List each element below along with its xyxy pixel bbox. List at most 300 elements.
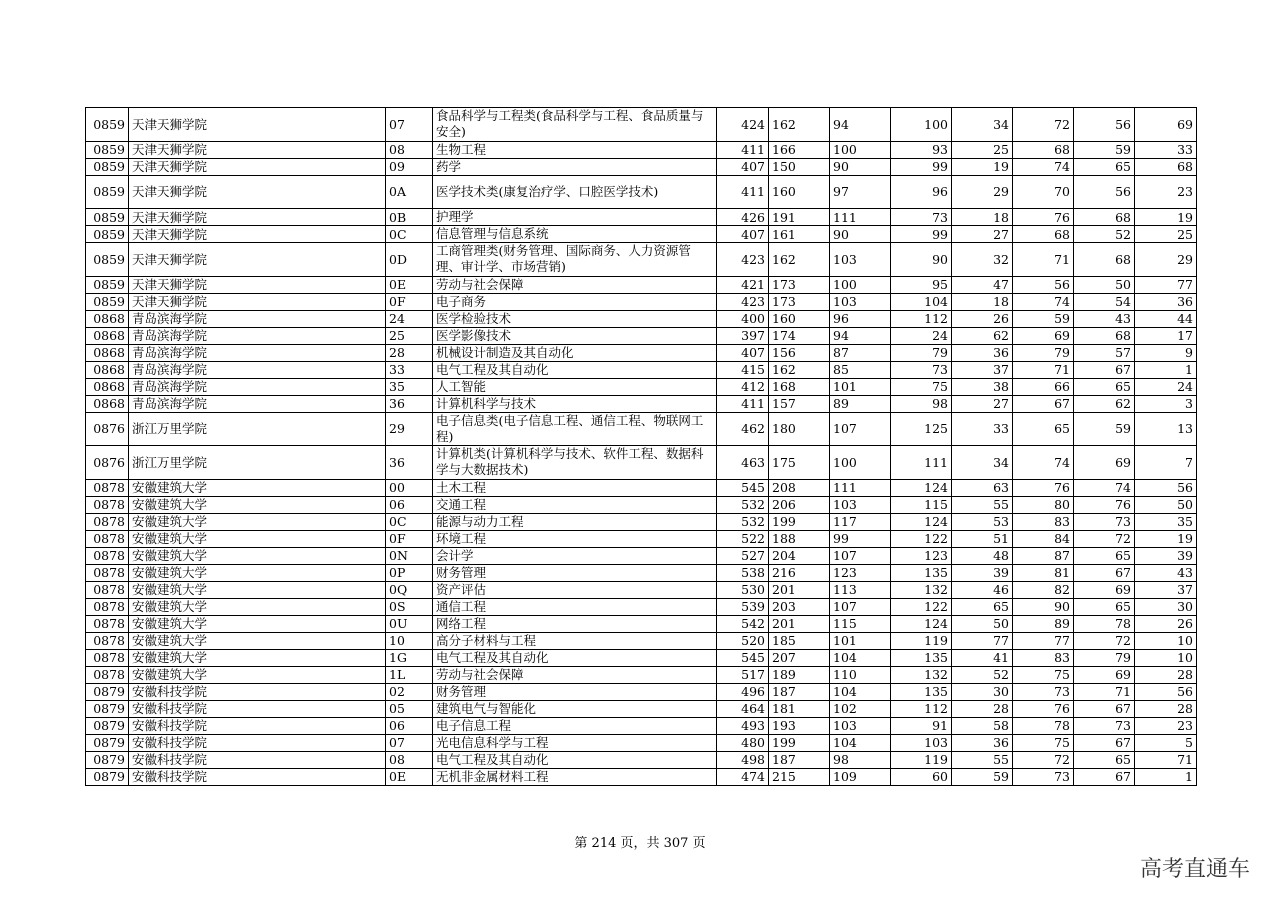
table-row <box>86 717 1197 734</box>
score-e-cell: 90 <box>1013 598 1074 615</box>
score-c-cell: 96 <box>891 175 952 209</box>
score-e-cell: 87 <box>1013 547 1074 564</box>
score-b-cell: 101 <box>830 378 891 395</box>
score-b-cell: 107 <box>830 547 891 564</box>
score-b-cell: 107 <box>830 598 891 615</box>
score-e-cell: 74 <box>1013 446 1074 480</box>
school-name-cell: 安徽建筑大学 <box>129 496 386 513</box>
score-c-cell: 90 <box>891 243 952 277</box>
major-code-cell: 0Q <box>386 581 433 598</box>
score-b-cell: 89 <box>830 395 891 412</box>
school-code-cell: 0868 <box>86 327 129 344</box>
table-row <box>86 751 1197 768</box>
score-b-cell: 103 <box>830 496 891 513</box>
score-total-cell: 397 <box>717 327 769 344</box>
score-c-cell: 111 <box>891 446 952 480</box>
school-name-cell: 天津天狮学院 <box>129 293 386 310</box>
score-total-cell: 539 <box>717 598 769 615</box>
score-g-cell: 37 <box>1135 581 1197 598</box>
score-b-cell: 94 <box>830 327 891 344</box>
score-e-cell: 72 <box>1013 751 1074 768</box>
major-name-cell: 生物工程 <box>433 141 717 158</box>
school-name-cell: 青岛滨海学院 <box>129 361 386 378</box>
major-name-cell: 工商管理类(财务管理、国际商务、人力资源管理、审计学、市场营销) <box>433 243 717 277</box>
major-code-cell: 0P <box>386 564 433 581</box>
school-name-cell: 天津天狮学院 <box>129 141 386 158</box>
major-code-cell: 35 <box>386 378 433 395</box>
score-c-cell: 125 <box>891 412 952 446</box>
school-name-cell: 安徽科技学院 <box>129 717 386 734</box>
score-b-cell: 123 <box>830 564 891 581</box>
score-a-cell: 201 <box>769 615 830 632</box>
school-code-cell: 0868 <box>86 395 129 412</box>
score-a-cell: 187 <box>769 751 830 768</box>
table-row <box>86 496 1197 513</box>
score-b-cell: 104 <box>830 649 891 666</box>
score-b-cell: 87 <box>830 344 891 361</box>
score-f-cell: 68 <box>1074 327 1135 344</box>
score-d-cell: 27 <box>952 395 1013 412</box>
score-f-cell: 56 <box>1074 108 1135 142</box>
school-code-cell: 0859 <box>86 158 129 175</box>
score-e-cell: 73 <box>1013 683 1074 700</box>
major-code-cell: 07 <box>386 108 433 142</box>
score-e-cell: 76 <box>1013 209 1074 226</box>
table-row <box>86 768 1197 785</box>
score-g-cell: 50 <box>1135 496 1197 513</box>
score-f-cell: 62 <box>1074 395 1135 412</box>
score-a-cell: 189 <box>769 666 830 683</box>
score-total-cell: 498 <box>717 751 769 768</box>
score-g-cell: 25 <box>1135 226 1197 243</box>
score-e-cell: 75 <box>1013 666 1074 683</box>
school-code-cell: 0879 <box>86 717 129 734</box>
score-a-cell: 162 <box>769 243 830 277</box>
score-d-cell: 58 <box>952 717 1013 734</box>
school-name-cell: 安徽建筑大学 <box>129 615 386 632</box>
school-name-cell: 安徽建筑大学 <box>129 598 386 615</box>
score-d-cell: 55 <box>952 751 1013 768</box>
major-code-cell: 0C <box>386 226 433 243</box>
school-name-cell: 安徽建筑大学 <box>129 530 386 547</box>
score-c-cell: 124 <box>891 479 952 496</box>
score-e-cell: 73 <box>1013 768 1074 785</box>
school-code-cell: 0878 <box>86 496 129 513</box>
score-f-cell: 67 <box>1074 734 1135 751</box>
school-code-cell: 0859 <box>86 108 129 142</box>
school-name-cell: 安徽建筑大学 <box>129 649 386 666</box>
score-b-cell: 103 <box>830 717 891 734</box>
school-name-cell: 青岛滨海学院 <box>129 344 386 361</box>
score-f-cell: 65 <box>1074 547 1135 564</box>
major-code-cell: 0F <box>386 293 433 310</box>
score-g-cell: 28 <box>1135 666 1197 683</box>
major-name-cell: 劳动与社会保障 <box>433 666 717 683</box>
score-total-cell: 407 <box>717 158 769 175</box>
major-name-cell: 财务管理 <box>433 564 717 581</box>
school-name-cell: 青岛滨海学院 <box>129 395 386 412</box>
major-name-cell: 无机非金属材料工程 <box>433 768 717 785</box>
school-code-cell: 0859 <box>86 209 129 226</box>
score-a-cell: 160 <box>769 310 830 327</box>
score-d-cell: 77 <box>952 632 1013 649</box>
score-a-cell: 150 <box>769 158 830 175</box>
score-f-cell: 73 <box>1074 513 1135 530</box>
score-e-cell: 72 <box>1013 108 1074 142</box>
score-a-cell: 204 <box>769 547 830 564</box>
score-c-cell: 135 <box>891 564 952 581</box>
score-a-cell: 199 <box>769 513 830 530</box>
major-name-cell: 网络工程 <box>433 615 717 632</box>
score-e-cell: 75 <box>1013 734 1074 751</box>
table-row <box>86 395 1197 412</box>
score-a-cell: 191 <box>769 209 830 226</box>
score-d-cell: 27 <box>952 226 1013 243</box>
major-code-cell: 0U <box>386 615 433 632</box>
score-a-cell: 180 <box>769 412 830 446</box>
major-name-cell: 电子信息类(电子信息工程、通信工程、物联网工程) <box>433 412 717 446</box>
school-name-cell: 浙江万里学院 <box>129 412 386 446</box>
score-f-cell: 65 <box>1074 378 1135 395</box>
score-b-cell: 102 <box>830 700 891 717</box>
score-a-cell: 185 <box>769 632 830 649</box>
score-e-cell: 74 <box>1013 293 1074 310</box>
score-e-cell: 79 <box>1013 344 1074 361</box>
score-b-cell: 85 <box>830 361 891 378</box>
table-row <box>86 615 1197 632</box>
score-a-cell: 208 <box>769 479 830 496</box>
score-g-cell: 29 <box>1135 243 1197 277</box>
score-c-cell: 124 <box>891 513 952 530</box>
score-e-cell: 82 <box>1013 581 1074 598</box>
score-f-cell: 68 <box>1074 209 1135 226</box>
score-c-cell: 135 <box>891 649 952 666</box>
score-a-cell: 173 <box>769 276 830 293</box>
table-row <box>86 513 1197 530</box>
school-code-cell: 0879 <box>86 768 129 785</box>
score-f-cell: 57 <box>1074 344 1135 361</box>
score-total-cell: 474 <box>717 768 769 785</box>
score-a-cell: 174 <box>769 327 830 344</box>
major-code-cell: 28 <box>386 344 433 361</box>
score-b-cell: 101 <box>830 632 891 649</box>
major-code-cell: 36 <box>386 446 433 480</box>
score-b-cell: 98 <box>830 751 891 768</box>
school-code-cell: 0878 <box>86 479 129 496</box>
score-c-cell: 75 <box>891 378 952 395</box>
score-e-cell: 71 <box>1013 361 1074 378</box>
major-name-cell: 财务管理 <box>433 683 717 700</box>
score-f-cell: 67 <box>1074 564 1135 581</box>
score-d-cell: 38 <box>952 378 1013 395</box>
school-name-cell: 天津天狮学院 <box>129 243 386 277</box>
score-d-cell: 47 <box>952 276 1013 293</box>
score-d-cell: 46 <box>952 581 1013 598</box>
school-code-cell: 0878 <box>86 598 129 615</box>
score-a-cell: 181 <box>769 700 830 717</box>
score-total-cell: 411 <box>717 395 769 412</box>
score-c-cell: 73 <box>891 361 952 378</box>
score-f-cell: 72 <box>1074 530 1135 547</box>
score-b-cell: 96 <box>830 310 891 327</box>
score-d-cell: 50 <box>952 615 1013 632</box>
score-a-cell: 207 <box>769 649 830 666</box>
table-row <box>86 598 1197 615</box>
major-name-cell: 计算机科学与技术 <box>433 395 717 412</box>
score-c-cell: 122 <box>891 598 952 615</box>
score-b-cell: 113 <box>830 581 891 598</box>
major-name-cell: 交通工程 <box>433 496 717 513</box>
major-code-cell: 36 <box>386 395 433 412</box>
table-row <box>86 175 1197 209</box>
major-code-cell: 02 <box>386 683 433 700</box>
school-code-cell: 0878 <box>86 615 129 632</box>
table-row <box>86 327 1197 344</box>
score-total-cell: 415 <box>717 361 769 378</box>
score-f-cell: 79 <box>1074 649 1135 666</box>
score-e-cell: 80 <box>1013 496 1074 513</box>
score-a-cell: 166 <box>769 141 830 158</box>
score-b-cell: 115 <box>830 615 891 632</box>
school-name-cell: 安徽建筑大学 <box>129 547 386 564</box>
score-a-cell: 162 <box>769 108 830 142</box>
score-total-cell: 532 <box>717 513 769 530</box>
school-code-cell: 0878 <box>86 513 129 530</box>
major-name-cell: 土木工程 <box>433 479 717 496</box>
score-a-cell: 173 <box>769 293 830 310</box>
score-f-cell: 69 <box>1074 446 1135 480</box>
school-name-cell: 青岛滨海学院 <box>129 327 386 344</box>
school-name-cell: 天津天狮学院 <box>129 276 386 293</box>
score-e-cell: 77 <box>1013 632 1074 649</box>
admission-score-table <box>85 107 1197 786</box>
table-row <box>86 412 1197 446</box>
major-code-cell: 09 <box>386 158 433 175</box>
school-name-cell: 天津天狮学院 <box>129 175 386 209</box>
score-total-cell: 517 <box>717 666 769 683</box>
score-f-cell: 59 <box>1074 141 1135 158</box>
major-name-cell: 人工智能 <box>433 378 717 395</box>
score-d-cell: 30 <box>952 683 1013 700</box>
score-g-cell: 3 <box>1135 395 1197 412</box>
major-code-cell: 07 <box>386 734 433 751</box>
table-row <box>86 243 1197 277</box>
score-d-cell: 34 <box>952 108 1013 142</box>
major-code-cell: 0D <box>386 243 433 277</box>
score-f-cell: 67 <box>1074 700 1135 717</box>
score-total-cell: 522 <box>717 530 769 547</box>
score-e-cell: 68 <box>1013 226 1074 243</box>
score-g-cell: 10 <box>1135 632 1197 649</box>
table-row <box>86 378 1197 395</box>
score-g-cell: 56 <box>1135 683 1197 700</box>
score-f-cell: 68 <box>1074 243 1135 277</box>
score-b-cell: 111 <box>830 479 891 496</box>
score-a-cell: 215 <box>769 768 830 785</box>
score-e-cell: 83 <box>1013 649 1074 666</box>
score-total-cell: 538 <box>717 564 769 581</box>
score-d-cell: 41 <box>952 649 1013 666</box>
score-f-cell: 73 <box>1074 717 1135 734</box>
score-a-cell: 188 <box>769 530 830 547</box>
major-code-cell: 00 <box>386 479 433 496</box>
score-f-cell: 65 <box>1074 158 1135 175</box>
school-name-cell: 安徽科技学院 <box>129 734 386 751</box>
score-b-cell: 104 <box>830 734 891 751</box>
school-code-cell: 0868 <box>86 378 129 395</box>
score-b-cell: 117 <box>830 513 891 530</box>
score-f-cell: 50 <box>1074 276 1135 293</box>
major-name-cell: 食品科学与工程类(食品科学与工程、食品质量与安全) <box>433 108 717 142</box>
score-f-cell: 69 <box>1074 581 1135 598</box>
major-name-cell: 会计学 <box>433 547 717 564</box>
score-b-cell: 104 <box>830 683 891 700</box>
school-code-cell: 0879 <box>86 683 129 700</box>
score-f-cell: 67 <box>1074 361 1135 378</box>
score-g-cell: 56 <box>1135 479 1197 496</box>
school-code-cell: 0878 <box>86 632 129 649</box>
major-code-cell: 29 <box>386 412 433 446</box>
score-d-cell: 36 <box>952 734 1013 751</box>
score-e-cell: 68 <box>1013 141 1074 158</box>
score-d-cell: 51 <box>952 530 1013 547</box>
score-b-cell: 100 <box>830 276 891 293</box>
score-e-cell: 84 <box>1013 530 1074 547</box>
score-b-cell: 103 <box>830 243 891 277</box>
major-name-cell: 环境工程 <box>433 530 717 547</box>
score-total-cell: 424 <box>717 108 769 142</box>
school-name-cell: 安徽科技学院 <box>129 683 386 700</box>
major-name-cell: 电气工程及其自动化 <box>433 649 717 666</box>
school-code-cell: 0878 <box>86 530 129 547</box>
school-name-cell: 安徽建筑大学 <box>129 581 386 598</box>
school-code-cell: 0878 <box>86 581 129 598</box>
score-c-cell: 132 <box>891 581 952 598</box>
table-row <box>86 276 1197 293</box>
major-code-cell: 24 <box>386 310 433 327</box>
score-total-cell: 421 <box>717 276 769 293</box>
score-g-cell: 26 <box>1135 615 1197 632</box>
school-name-cell: 安徽科技学院 <box>129 768 386 785</box>
school-name-cell: 安徽建筑大学 <box>129 479 386 496</box>
score-total-cell: 464 <box>717 700 769 717</box>
score-c-cell: 135 <box>891 683 952 700</box>
score-g-cell: 69 <box>1135 108 1197 142</box>
score-c-cell: 98 <box>891 395 952 412</box>
score-f-cell: 67 <box>1074 768 1135 785</box>
score-e-cell: 59 <box>1013 310 1074 327</box>
school-name-cell: 安徽科技学院 <box>129 700 386 717</box>
table-row <box>86 700 1197 717</box>
major-code-cell: 08 <box>386 751 433 768</box>
score-g-cell: 10 <box>1135 649 1197 666</box>
score-a-cell: 162 <box>769 361 830 378</box>
score-c-cell: 73 <box>891 209 952 226</box>
major-code-cell: 1L <box>386 666 433 683</box>
school-code-cell: 0876 <box>86 446 129 480</box>
score-total-cell: 423 <box>717 243 769 277</box>
score-g-cell: 39 <box>1135 547 1197 564</box>
school-name-cell: 安徽建筑大学 <box>129 666 386 683</box>
major-name-cell: 信息管理与信息系统 <box>433 226 717 243</box>
score-b-cell: 111 <box>830 209 891 226</box>
major-name-cell: 电气工程及其自动化 <box>433 361 717 378</box>
major-name-cell: 光电信息科学与工程 <box>433 734 717 751</box>
school-name-cell: 安徽科技学院 <box>129 751 386 768</box>
score-total-cell: 400 <box>717 310 769 327</box>
score-f-cell: 54 <box>1074 293 1135 310</box>
score-g-cell: 43 <box>1135 564 1197 581</box>
major-name-cell: 建筑电气与智能化 <box>433 700 717 717</box>
score-a-cell: 206 <box>769 496 830 513</box>
table-row <box>86 683 1197 700</box>
school-name-cell: 天津天狮学院 <box>129 158 386 175</box>
score-g-cell: 35 <box>1135 513 1197 530</box>
score-total-cell: 532 <box>717 496 769 513</box>
score-a-cell: 187 <box>769 683 830 700</box>
major-code-cell: 06 <box>386 717 433 734</box>
score-total-cell: 462 <box>717 412 769 446</box>
school-name-cell: 天津天狮学院 <box>129 108 386 142</box>
score-g-cell: 1 <box>1135 361 1197 378</box>
major-code-cell: 06 <box>386 496 433 513</box>
school-code-cell: 0878 <box>86 564 129 581</box>
score-d-cell: 32 <box>952 243 1013 277</box>
table-row <box>86 564 1197 581</box>
major-code-cell: 0C <box>386 513 433 530</box>
score-total-cell: 542 <box>717 615 769 632</box>
score-total-cell: 493 <box>717 717 769 734</box>
school-code-cell: 0879 <box>86 700 129 717</box>
score-g-cell: 68 <box>1135 158 1197 175</box>
major-name-cell: 电气工程及其自动化 <box>433 751 717 768</box>
school-code-cell: 0868 <box>86 310 129 327</box>
major-name-cell: 高分子材料与工程 <box>433 632 717 649</box>
score-c-cell: 100 <box>891 108 952 142</box>
table-row <box>86 158 1197 175</box>
score-f-cell: 72 <box>1074 632 1135 649</box>
score-c-cell: 123 <box>891 547 952 564</box>
score-c-cell: 119 <box>891 751 952 768</box>
major-code-cell: 1G <box>386 649 433 666</box>
school-name-cell: 青岛滨海学院 <box>129 378 386 395</box>
major-name-cell: 计算机类(计算机科学与技术、软件工程、数据科学与大数据技术) <box>433 446 717 480</box>
score-d-cell: 25 <box>952 141 1013 158</box>
score-g-cell: 33 <box>1135 141 1197 158</box>
score-f-cell: 43 <box>1074 310 1135 327</box>
score-total-cell: 426 <box>717 209 769 226</box>
major-name-cell: 医学技术类(康复治疗学、口腔医学技术) <box>433 175 717 209</box>
score-g-cell: 71 <box>1135 751 1197 768</box>
score-c-cell: 79 <box>891 344 952 361</box>
score-total-cell: 520 <box>717 632 769 649</box>
score-total-cell: 545 <box>717 479 769 496</box>
school-code-cell: 0868 <box>86 344 129 361</box>
score-total-cell: 407 <box>717 226 769 243</box>
score-a-cell: 216 <box>769 564 830 581</box>
table-row <box>86 547 1197 564</box>
major-name-cell: 劳动与社会保障 <box>433 276 717 293</box>
score-e-cell: 66 <box>1013 378 1074 395</box>
score-f-cell: 65 <box>1074 598 1135 615</box>
score-c-cell: 60 <box>891 768 952 785</box>
score-b-cell: 94 <box>830 108 891 142</box>
school-name-cell: 青岛滨海学院 <box>129 310 386 327</box>
school-code-cell: 0876 <box>86 412 129 446</box>
major-code-cell: 0B <box>386 209 433 226</box>
score-c-cell: 103 <box>891 734 952 751</box>
table-row <box>86 734 1197 751</box>
